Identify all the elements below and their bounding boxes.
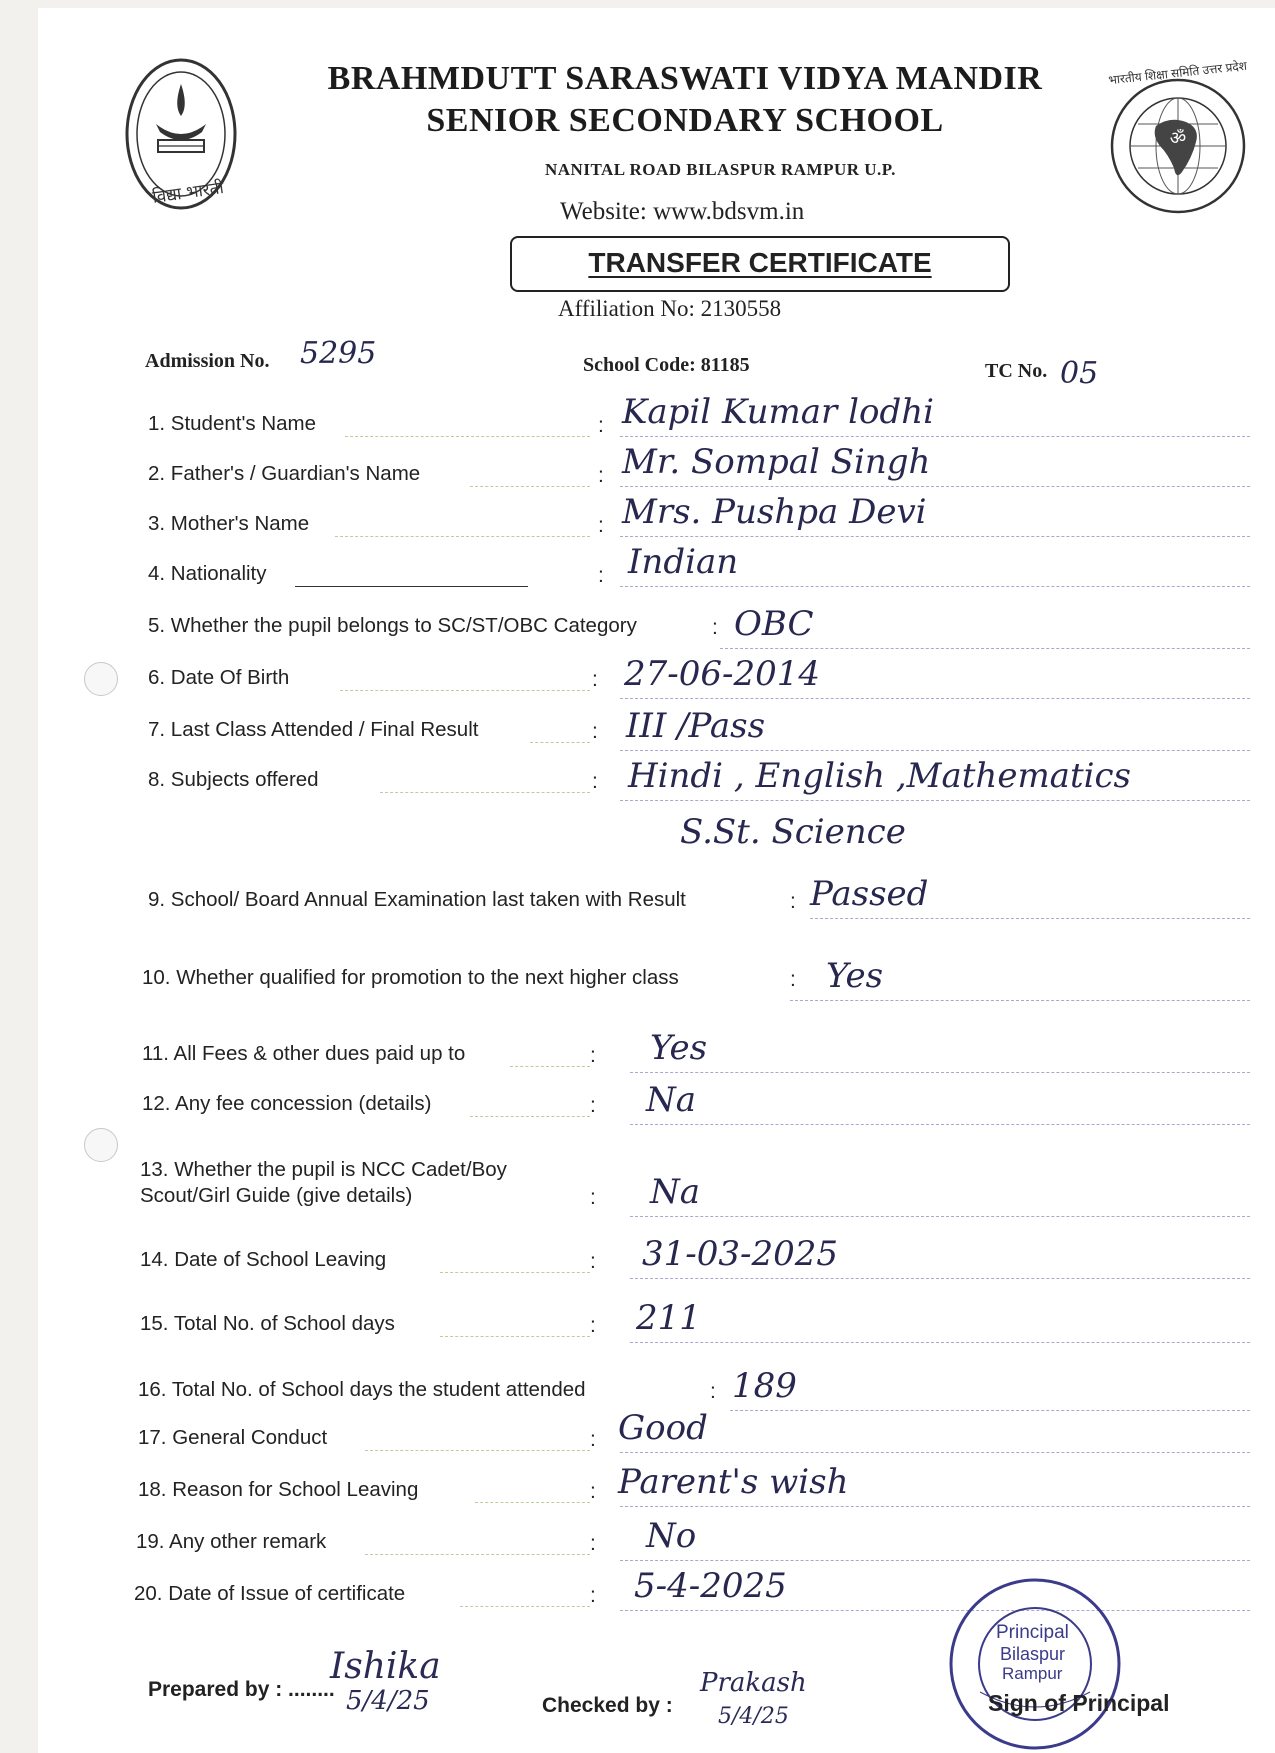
field-11-value: Yes bbox=[650, 1028, 708, 1068]
field-17-label-leader bbox=[365, 1450, 590, 1451]
field-12-label-leader bbox=[470, 1116, 590, 1117]
field-16-value-line bbox=[730, 1410, 1250, 1411]
field-15-value: 211 bbox=[636, 1298, 701, 1338]
field-3-label: 3. Mother's Name bbox=[148, 512, 310, 535]
field-4-value: Indian bbox=[628, 542, 739, 582]
field-11-label-leader bbox=[510, 1066, 590, 1067]
prepared-by-signature: Ishika bbox=[330, 1646, 441, 1687]
field-12-label: 12. Any fee concession (details) bbox=[142, 1092, 432, 1115]
field-19-label: 19. Any other remark bbox=[136, 1530, 327, 1553]
field-20-label-leader bbox=[460, 1606, 590, 1607]
school-name-line1: BRAHMDUTT SARASWATI VIDYA MANDIR bbox=[327, 60, 1043, 97]
field-2-colon: : bbox=[598, 464, 604, 487]
field-18-colon: : bbox=[590, 1480, 596, 1503]
field-7-label: 7. Last Class Attended / Final Result bbox=[148, 718, 479, 741]
field-14-colon: : bbox=[590, 1250, 596, 1273]
field-15-label: 15. Total No. of School days bbox=[140, 1312, 395, 1335]
field-7-value: III /Pass bbox=[626, 706, 766, 746]
field-9-label: 9. School/ Board Annual Examination last taken with Result bbox=[148, 888, 686, 911]
field-5-value-line bbox=[720, 648, 1250, 649]
field-13-value: Na bbox=[650, 1172, 701, 1212]
field-17-value: Good bbox=[618, 1408, 708, 1448]
bharatiya-shiksha-samiti-logo bbox=[1108, 76, 1248, 216]
field-12-value: Na bbox=[646, 1080, 697, 1120]
admission-label: Admission No. bbox=[145, 350, 270, 372]
field-8-value: Hindi , English ,Mathematics bbox=[628, 756, 1131, 796]
tc-number-value: 05 bbox=[1060, 356, 1099, 391]
field-8-value-line2: S.St. Science bbox=[680, 812, 906, 852]
field-12-colon: : bbox=[590, 1094, 596, 1117]
field-16-colon: : bbox=[710, 1380, 716, 1403]
prepared-by-label: Prepared by : ........ bbox=[148, 1678, 335, 1701]
field-13-label: 13. Whether the pupil is NCC Cadet/Boy bbox=[140, 1158, 507, 1181]
document-title: TRANSFER CERTIFICATE bbox=[588, 247, 932, 278]
field-10-label: 10. Whether qualified for promotion to the next higher class bbox=[142, 966, 679, 989]
field-11-label: 11. All Fees & other dues paid up to bbox=[142, 1042, 466, 1065]
field-17-value-line bbox=[620, 1452, 1250, 1453]
field-6-label-leader bbox=[340, 690, 590, 691]
field-6-value: 27-06-2014 bbox=[624, 654, 821, 694]
field-18-label: 18. Reason for School Leaving bbox=[138, 1478, 419, 1501]
field-3-value-line bbox=[620, 536, 1250, 537]
field-3-value: Mrs. Pushpa Devi bbox=[622, 492, 927, 532]
field-15-colon: : bbox=[590, 1314, 596, 1337]
field-4-colon: : bbox=[598, 564, 604, 587]
field-5-label: 5. Whether the pupil belongs to SC/ST/OBC Category bbox=[148, 614, 637, 637]
field-8-label-leader bbox=[380, 792, 590, 793]
field-11-colon: : bbox=[590, 1044, 596, 1067]
field-7-label-leader bbox=[530, 742, 590, 743]
logo-right-caption: भारतीय शिक्षा समिति उत्तर प्रदेश bbox=[1107, 58, 1248, 88]
field-10-colon: : bbox=[790, 968, 796, 991]
principal-signature-label: Sign of Principal bbox=[988, 1690, 1170, 1716]
field-13-colon: : bbox=[590, 1186, 596, 1209]
field-20-value-line bbox=[620, 1610, 1250, 1611]
field-4-value-line bbox=[620, 586, 1250, 587]
school-code: School Code: 81185 bbox=[583, 354, 750, 376]
punch-hole bbox=[84, 1128, 118, 1162]
field-12-value-line bbox=[630, 1124, 1250, 1125]
field-18-value: Parent's wish bbox=[618, 1462, 849, 1502]
field-7-value-line bbox=[620, 750, 1250, 751]
field-9-value-line bbox=[810, 918, 1250, 919]
field-19-value: No bbox=[646, 1516, 697, 1556]
field-16-value: 189 bbox=[732, 1366, 797, 1406]
field-19-value-line bbox=[620, 1560, 1250, 1561]
field-15-label-leader bbox=[440, 1336, 590, 1337]
field-8-label: 8. Subjects offered bbox=[148, 768, 319, 791]
logo-left-caption: विद्या भारती bbox=[151, 178, 226, 208]
field-9-colon: : bbox=[790, 890, 796, 913]
stamp-principal: Principal bbox=[996, 1622, 1069, 1643]
school-name bbox=[250, 58, 1120, 142]
admission-value: 5295 bbox=[300, 336, 377, 371]
field-9-value: Passed bbox=[810, 874, 929, 914]
field-5-value: OBC bbox=[734, 604, 814, 644]
field-6-value-line bbox=[620, 698, 1250, 699]
field-2-label: 2. Father's / Guardian's Name bbox=[148, 462, 421, 485]
field-17-colon: : bbox=[590, 1428, 596, 1451]
field-20-colon: : bbox=[590, 1584, 596, 1607]
field-10-value: Yes bbox=[826, 956, 884, 996]
field-1-label-leader bbox=[345, 436, 590, 437]
field-20-value: 5-4-2025 bbox=[634, 1566, 787, 1606]
tc-number-label: TC No. bbox=[985, 360, 1048, 382]
field-2-label-leader bbox=[470, 486, 590, 487]
field-19-colon: : bbox=[590, 1532, 596, 1555]
field-16-label: 16. Total No. of School days the student attended bbox=[138, 1378, 586, 1401]
field-6-label: 6. Date Of Birth bbox=[148, 666, 290, 689]
school-name-line2: SENIOR SECONDARY SCHOOL bbox=[426, 102, 944, 139]
svg-text:ॐ: ॐ bbox=[1169, 128, 1187, 149]
checked-by-signature: Prakash bbox=[700, 1668, 807, 1698]
field-13-label-line2: Scout/Girl Guide (give details) bbox=[140, 1184, 413, 1207]
field-1-value-line bbox=[620, 436, 1250, 437]
field-4-label-leader bbox=[295, 586, 528, 587]
field-15-value-line bbox=[630, 1342, 1250, 1343]
field-7-colon: : bbox=[592, 720, 598, 743]
field-13-value-line bbox=[630, 1216, 1250, 1217]
field-5-colon: : bbox=[712, 616, 718, 639]
field-14-value: 31-03-2025 bbox=[642, 1234, 839, 1274]
prepared-by-date: 5/4/25 bbox=[346, 1686, 430, 1716]
field-14-label: 14. Date of School Leaving bbox=[140, 1248, 387, 1271]
field-8-value-line bbox=[620, 800, 1250, 801]
field-18-value-line bbox=[620, 1506, 1250, 1507]
field-18-label-leader bbox=[475, 1502, 590, 1503]
school-address: NANITAL ROAD BILASPUR RAMPUR U.P. bbox=[545, 160, 896, 179]
stamp-rampur: Rampur bbox=[1002, 1664, 1063, 1683]
field-3-colon: : bbox=[598, 514, 604, 537]
field-19-label-leader bbox=[365, 1554, 590, 1555]
field-2-value-line bbox=[620, 486, 1250, 487]
field-4-label: 4. Nationality bbox=[148, 562, 267, 585]
field-14-label-leader bbox=[440, 1272, 590, 1273]
stamp-bilaspur: Bilaspur bbox=[1000, 1644, 1066, 1664]
field-1-label: 1. Student's Name bbox=[148, 412, 317, 435]
field-14-value-line bbox=[630, 1278, 1250, 1279]
affiliation-number: Affiliation No: 2130558 bbox=[558, 296, 782, 321]
punch-hole bbox=[84, 662, 118, 696]
field-20-label: 20. Date of Issue of certificate bbox=[134, 1582, 406, 1605]
field-17-label: 17. General Conduct bbox=[138, 1426, 328, 1449]
field-10-value-line bbox=[790, 1000, 1250, 1001]
field-6-colon: : bbox=[592, 668, 598, 691]
field-1-value: Kapil Kumar lodhi bbox=[622, 392, 934, 432]
checked-by-label: Checked by : bbox=[542, 1694, 673, 1717]
title-box bbox=[510, 236, 1010, 292]
checked-by-date: 5/4/25 bbox=[718, 1704, 789, 1729]
field-11-value-line bbox=[630, 1072, 1250, 1073]
field-3-label-leader bbox=[335, 536, 590, 537]
school-website: Website: www.bdsvm.in bbox=[560, 198, 805, 225]
field-2-value: Mr. Sompal Singh bbox=[622, 442, 931, 482]
field-1-colon: : bbox=[598, 414, 604, 437]
field-8-colon: : bbox=[592, 770, 598, 793]
